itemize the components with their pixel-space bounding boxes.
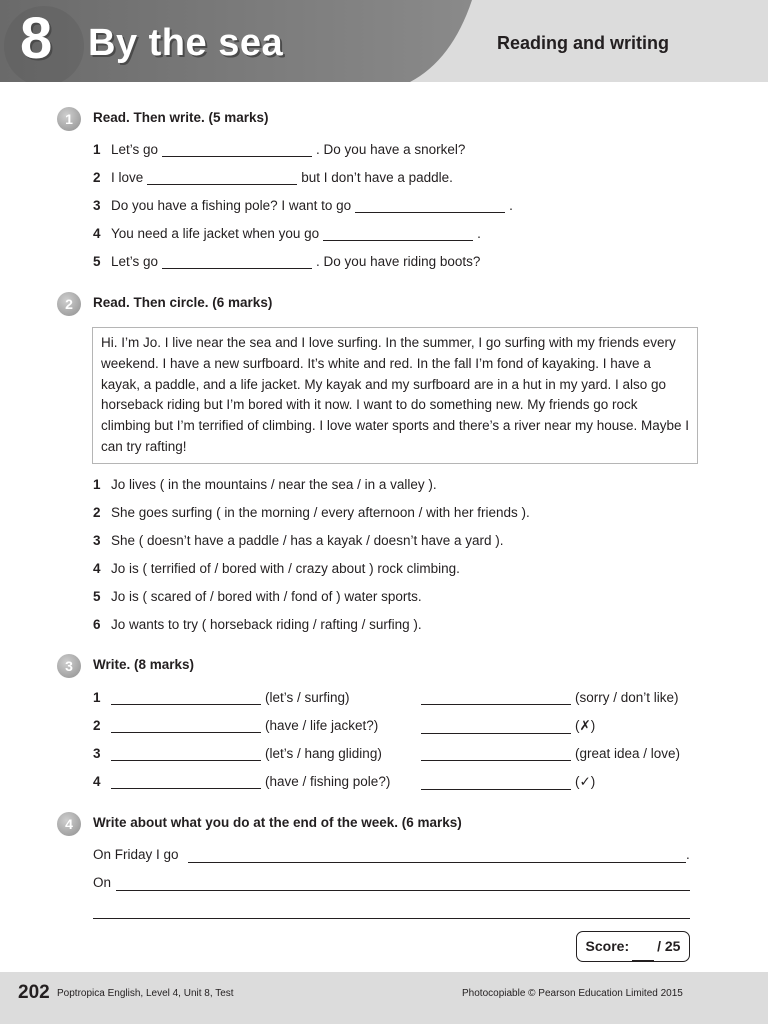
item-number: 1 [93, 142, 101, 157]
ex2-item-3 [93, 533, 504, 548]
reading-passage: Hi. I’m Jo. I live near the sea and I love surfing. In the summer, I go surfing with my friends every weekend. I have a new surfboard. It’s white and red. In the fall I’m fond of kayaking. I have a kayak, a paddle, and a life jacket. My kayak and my surfboard are in a hut in my yard. I also go horseback riding but I’m bored with it now. I want to do something new. My friends go rock climbing but I’m terrified of climbing. I love water sports and there’s a river near my house. Maybe I can try rafting! [92, 327, 698, 464]
ex2-item-5 [93, 589, 422, 604]
answer-blank[interactable] [111, 774, 261, 789]
exercise-1-badge: 1 [57, 107, 81, 131]
prompt-right: (sorry / don’t like) [575, 690, 679, 705]
ex3-row-2-response [421, 718, 595, 734]
exercise-2-heading: Read. Then circle. (6 marks) [93, 295, 273, 310]
ex1-item-2 [93, 170, 453, 185]
item-number: 5 [93, 589, 101, 604]
ex3-row-4-response [421, 774, 595, 790]
exercise-3-heading: Write. (8 marks) [93, 657, 195, 672]
answer-blank[interactable] [323, 226, 473, 241]
item-text-after: . [477, 226, 481, 241]
item-text-before: Let’s go [111, 254, 159, 269]
score-label: Score: [585, 938, 630, 954]
ex2-item-6 [93, 617, 422, 632]
item-number: 4 [93, 774, 101, 789]
answer-blank[interactable] [162, 142, 312, 157]
item-number: 6 [93, 617, 101, 632]
circle-choice-text[interactable]: Jo wants to try ( horseback riding / rafting / surfing ). [111, 617, 422, 632]
item-text-after: . [509, 198, 513, 213]
prompt-right: (✓) [575, 774, 596, 789]
circle-choice-text[interactable]: She ( doesn’t have a paddle / has a kayak / doesn’t have a yard ). [111, 533, 504, 548]
item-number: 2 [93, 718, 101, 733]
ex2-item-2 [93, 505, 530, 520]
course-info: Poptropica English, Level 4, Unit 8, Test [57, 988, 234, 999]
ex3-row-3 [93, 746, 382, 761]
answer-blank[interactable] [111, 690, 261, 705]
writing-line-2[interactable] [116, 890, 690, 891]
prompt-left: (have / life jacket?) [265, 718, 379, 733]
ex2-item-1 [93, 477, 437, 492]
unit-number: 8 [20, 6, 53, 71]
item-number: 1 [93, 690, 101, 705]
exercise-1-heading: Read. Then write. (5 marks) [93, 110, 269, 125]
item-text-before: I love [111, 170, 144, 185]
exercise-4-heading: Write about what you do at the end of the week. (6 marks) [93, 815, 462, 830]
writing-line-3[interactable] [93, 918, 690, 919]
item-text-after: . Do you have riding boots? [316, 254, 481, 269]
ex2-item-4 [93, 561, 460, 576]
ex3-row-2 [93, 718, 378, 733]
item-number: 3 [93, 533, 101, 548]
exercise-4-badge: 4 [57, 812, 81, 836]
prompt-right: (great idea / love) [575, 746, 681, 761]
circle-choice-text[interactable]: Jo lives ( in the mountains / near the sea / in a valley ). [111, 477, 437, 492]
prompt-left: (have / fishing pole?) [265, 774, 391, 789]
answer-blank[interactable] [162, 254, 312, 269]
item-number: 2 [93, 505, 101, 520]
item-text-before: Do you have a fishing pole? I want to go [111, 198, 352, 213]
circle-choice-text[interactable]: Jo is ( terrified of / bored with / crazy about ) rock climbing. [111, 561, 460, 576]
item-number: 3 [93, 198, 101, 213]
item-text-before: Let’s go [111, 142, 159, 157]
item-text-after: but I don’t have a paddle. [301, 170, 453, 185]
ex4-line-1-label: On Friday I go [93, 847, 179, 862]
item-number: 4 [93, 226, 101, 241]
item-number: 5 [93, 254, 101, 269]
page-number: 202 [18, 982, 50, 1003]
prompt-left: (let’s / hang gliding) [265, 746, 382, 761]
answer-blank[interactable] [147, 170, 297, 185]
item-text-before: You need a life jacket when you go [111, 226, 320, 241]
answer-blank[interactable] [421, 775, 571, 790]
prompt-left: (let’s / surfing) [265, 690, 350, 705]
item-number: 1 [93, 477, 101, 492]
item-number: 3 [93, 746, 101, 761]
ex3-row-4 [93, 774, 390, 789]
prompt-right: (✗) [575, 718, 596, 733]
score-blank[interactable] [632, 946, 654, 961]
answer-blank[interactable] [421, 719, 571, 734]
ex1-item-4 [93, 226, 481, 241]
item-text-after: . Do you have a snorkel? [316, 142, 466, 157]
circle-choice-text[interactable]: She goes surfing ( in the morning / every afternoon / with her friends ). [111, 505, 530, 520]
ex3-row-1 [93, 690, 350, 705]
answer-blank[interactable] [421, 746, 571, 761]
exercise-3-badge: 3 [57, 654, 81, 678]
ex1-item-1 [93, 142, 465, 157]
ex4-line-1-end: . [686, 847, 690, 862]
ex3-row-3-response [421, 746, 680, 761]
score-box [576, 931, 690, 962]
ex1-item-3 [93, 198, 513, 213]
item-number: 4 [93, 561, 101, 576]
answer-blank[interactable] [111, 746, 261, 761]
exercise-2-badge: 2 [57, 292, 81, 316]
item-number: 2 [93, 170, 101, 185]
unit-title: By the sea [88, 22, 284, 64]
answer-blank[interactable] [355, 198, 505, 213]
ex3-row-1-response [421, 690, 679, 705]
copyright-notice: Photocopiable © Pearson Education Limited 2015 [462, 988, 683, 999]
score-total: / 25 [657, 938, 681, 954]
circle-choice-text[interactable]: Jo is ( scared of / bored with / fond of ) water sports. [111, 589, 422, 604]
answer-blank[interactable] [111, 718, 261, 733]
writing-line-1[interactable] [188, 862, 686, 863]
ex4-line-2-label: On [93, 875, 112, 890]
ex1-item-5 [93, 254, 480, 269]
section-label: Reading and writing [497, 33, 670, 53]
answer-blank[interactable] [421, 690, 571, 705]
